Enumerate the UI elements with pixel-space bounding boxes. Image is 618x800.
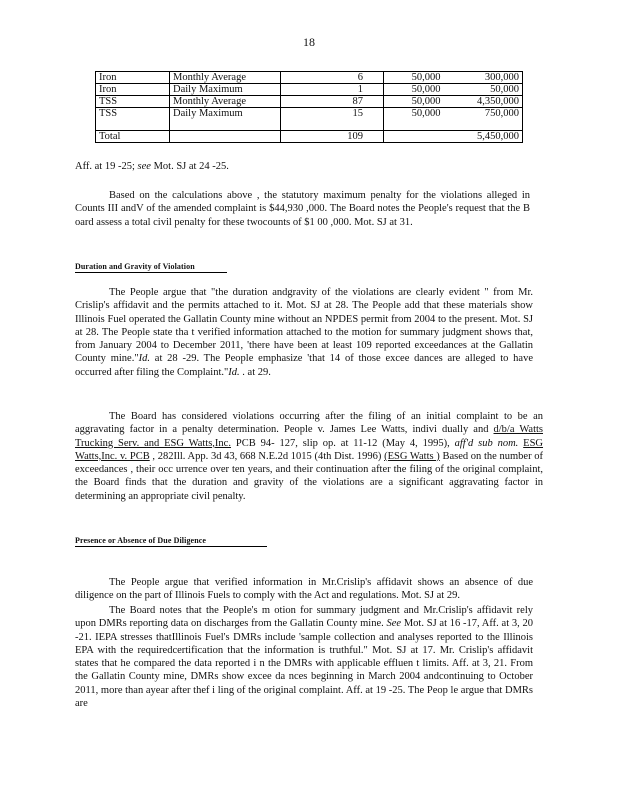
table-cell: 4,350,000 xyxy=(449,96,523,108)
table-cell: Daily Maximum xyxy=(170,84,281,96)
table-cell: 87 xyxy=(281,96,384,108)
heading-duration-gravity: Duration and Gravity of Violation xyxy=(75,262,227,273)
table-cell: 50,000 xyxy=(384,84,449,96)
table-row xyxy=(96,84,523,96)
table-cell: TSS xyxy=(96,96,170,108)
paragraph-text: The Board notes that the People's m otion for summary judgment and Mr.Crislip's affidavit rely upon DMRs reporting data on discharges from the Gallatin County mine. xyxy=(75,605,533,630)
citation-signal: See xyxy=(386,618,402,630)
case-name: (ESG Watts ) xyxy=(384,450,440,462)
paragraph-text: Mot. SJ at 16 -17, Aff. at 3, 20 -21. IEPA stresses thatIllinois Fuel's DMRs include 'sample collection and analyses reported to the Illinois EPA with the requiredcertification that the information is truthful." Mot. SJ at 17. Mr. Crislip's affidavit states that he compared the data reported i n the DMRs with applicable effluen t limits. Aff. at 3, 21. From the Gallatin County mine, DMRs show excee da nces beginning in March 2004 andcontinuing to October 2011, more than ayear after thef i ling of the original complaint. Aff. at 19 -25. The Peop le argue that DMRs are xyxy=(75,618,534,710)
table-cell: 300,000 xyxy=(449,72,523,84)
citation-id: Id. xyxy=(228,366,240,378)
table-cell: 50,000 xyxy=(384,72,449,84)
paragraph-statutory-penalty: Based on the calculations above , the statutory maximum penalty for the violations alleged in Counts III andV of the amended complaint is $44,930 ,000. The Board notes the People's request that the B oard assess a total civil penalty for these twocounts of $1 00 ,000. Mot. SJ at 31. xyxy=(75,190,530,228)
heading-due-diligence: Presence or Absence of Due Diligence xyxy=(75,536,267,547)
paragraph-board-considered xyxy=(75,410,543,503)
page-number: 18 xyxy=(303,35,315,49)
paragraph-text: The People argue that "the duration andgravity of the violations are clearly evident " from Mr. Crislip's affidavit and the permits attached to it. Mot. SJ at 28. The People add that these materials show Illinois Fuel operated the Gallatin County mine without an NPDES permit from 2004 to the present. Mot. SJ at 28. The People state tha t verified information attached to the motion for summary judgment shows that, from January 2004 to December 2011, 'there have been at least 109 reported exceedances at the Gallatin County mine." xyxy=(75,287,533,365)
table-cell: 50,000 xyxy=(384,96,449,108)
penalty-table xyxy=(95,71,523,143)
table-cell: Monthly Average xyxy=(170,72,281,84)
paragraph-text: The Board has considered violations occurring after the filing of an initial complaint to be an aggravating factor in a penalty determination. People v. James Lee Watts, indivi dually and xyxy=(75,411,543,436)
table-cell: Iron xyxy=(96,72,170,84)
table-cell: 15 xyxy=(281,108,384,131)
paragraph-board-dmrs xyxy=(75,604,533,710)
case-name: d/b/a Watts Trucking Serv. and ESG Watts,Inc. xyxy=(75,424,543,449)
table-cell: TSS xyxy=(96,108,170,131)
paragraph-text: Based on the number of exceedances , their occ urrence over ten years, and their continuation after the filing of the original complaint, the Board finds that the duration and gravity of the violations are a significant aggravating factor in determining an appropriate civil penalty. xyxy=(75,450,544,502)
citation-id: Id. xyxy=(138,353,150,365)
table-cell: Total xyxy=(96,131,170,143)
table-cell: 50,000 xyxy=(449,84,523,96)
case-name: ESG Watts,Inc. v. PCB xyxy=(75,437,544,462)
table-cell: 750,000 xyxy=(449,108,523,131)
paragraph-text: at 28 -29. The People emphasize 'that 14 of those excee dances are alleged to have occurred after filing the Complaint." xyxy=(75,353,533,378)
table-cell xyxy=(384,131,449,143)
table-cell: Iron xyxy=(96,84,170,96)
table-row xyxy=(96,96,523,108)
citation-signal: aff'd sub nom. xyxy=(454,437,519,449)
paragraph-text: . at 29. xyxy=(239,366,271,378)
table-cell: 109 xyxy=(281,131,384,143)
citation-text: Aff. at 19 -25; xyxy=(75,161,138,172)
table-total-row xyxy=(96,131,523,143)
paragraph-text: , 282Ill. App. 3d 43, 668 N.E.2d 1015 (4th Dist. 1996) xyxy=(149,450,382,462)
paragraph-people-diligence: The People argue that verified information in Mr.Crislip's affidavit shows an absence of due diligence on the part of Illinois Fuels to comply with the Act and regulations. Mot. SJ at 29. xyxy=(75,577,533,602)
table-cell: 5,450,000 xyxy=(449,131,523,143)
paragraph-people-duration xyxy=(75,286,533,379)
table-cell: Monthly Average xyxy=(170,96,281,108)
table-cell xyxy=(170,131,281,143)
table-cell: 1 xyxy=(281,84,384,96)
table-cell: 6 xyxy=(281,72,384,84)
table-cell: Daily Maximum xyxy=(170,108,281,131)
table-cell: 50,000 xyxy=(384,108,449,131)
table-citation xyxy=(75,160,555,173)
citation-text: Mot. SJ at 24 -25. xyxy=(150,161,229,172)
table-row xyxy=(96,108,523,131)
table-row xyxy=(96,72,523,84)
paragraph-text: PCB 94- 127, slip op. at 11-12 (May 4, 1995), xyxy=(230,437,450,449)
citation-signal: see xyxy=(137,161,151,172)
